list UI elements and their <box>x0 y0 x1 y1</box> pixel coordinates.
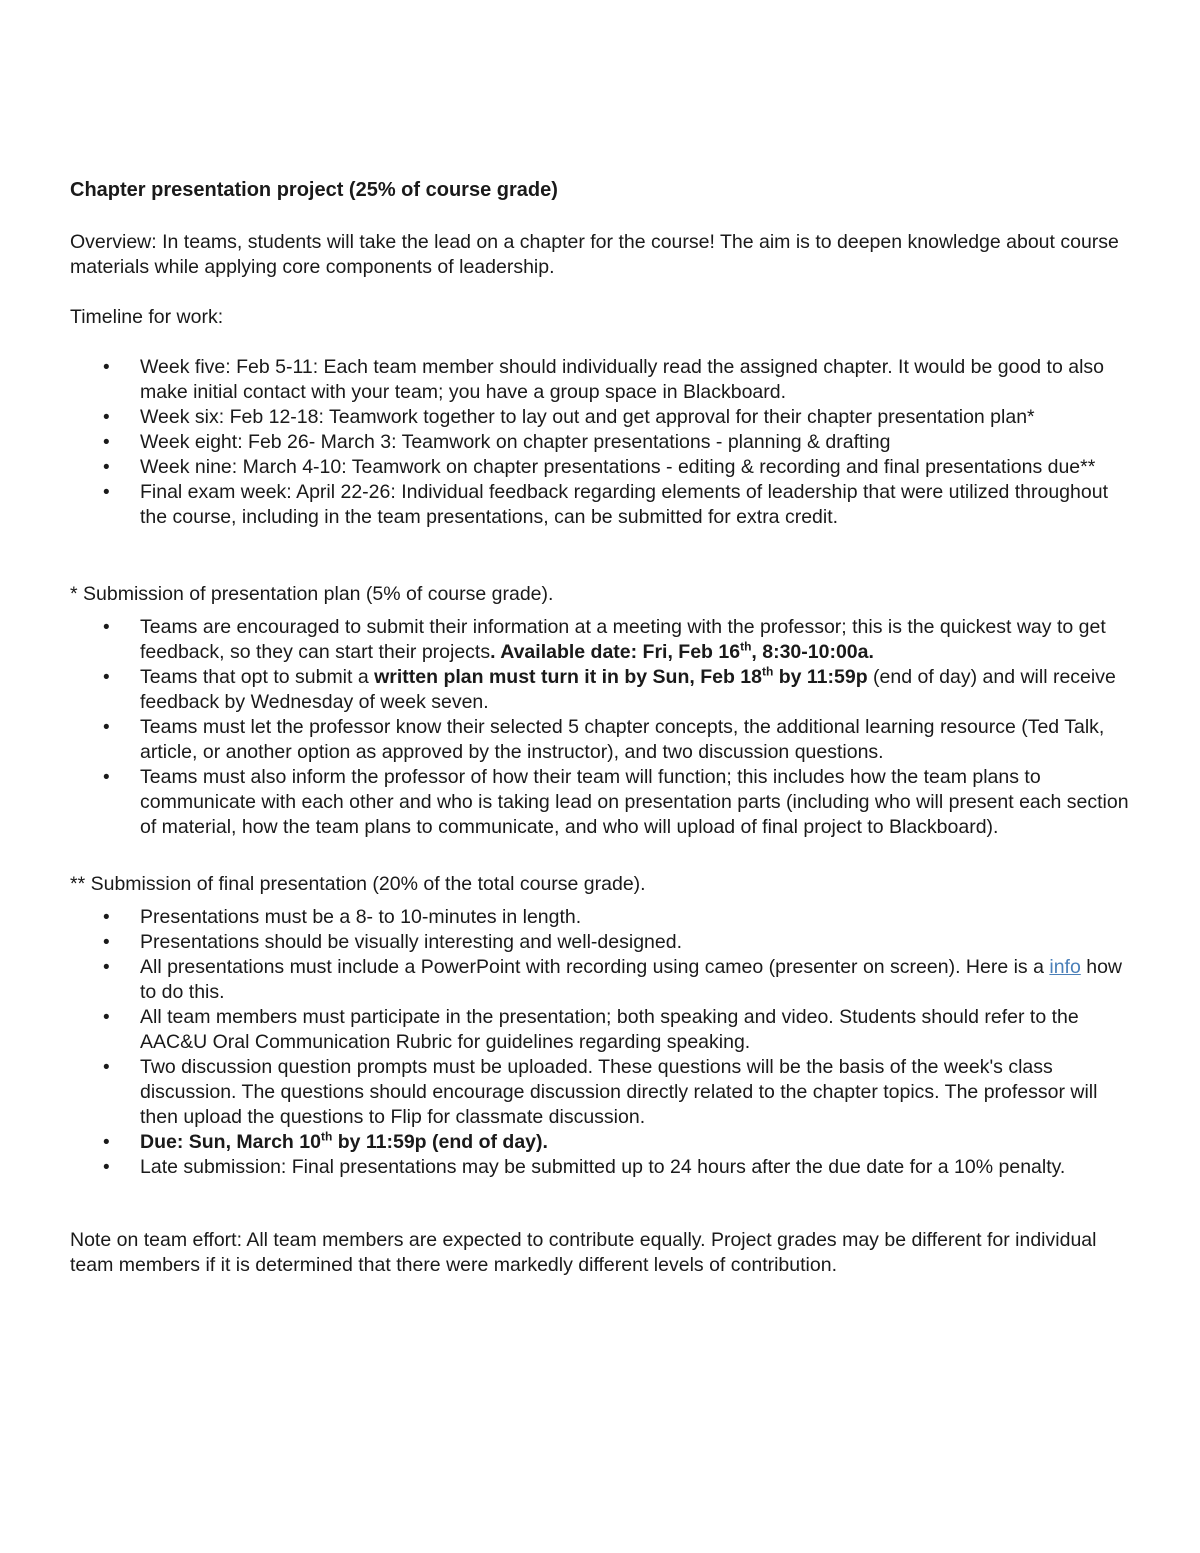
final-item-discussion: • Two discussion question prompts must be uploaded. These questions will be the basis of the week's class discussion. The questions should encourage discussion directly related to the chapter topics. The professor will then upload the questions to Flip for classmate discussion. <box>70 1055 1135 1130</box>
plan-item-written <box>70 665 1135 715</box>
overview-paragraph: Overview: In teams, students will take the lead on a chapter for the course! The aim is to deepen knowledge about course materials while applying core components of leadership. <box>70 231 1119 278</box>
plan-heading: * Submission of presentation plan (5% of course grade). <box>70 583 554 605</box>
plan-item-text: (end of day) and will receive feedback by Wednesday of week seven. <box>140 666 1116 713</box>
final-item-participation: • All team members must participate in the presentation; both speaking and video. Students should refer to the AAC&U Oral Communication Rubric for guidelines regarding speaking. <box>70 1005 1135 1055</box>
plan-item-function: • Teams must also inform the professor of how their team will function; this includes how the team plans to communicate with each other and who is taking lead on presentation parts (including who will present each section of material, how the team plans to communicate, and who will upload of final project to Blackboard). <box>70 765 1135 840</box>
final-item-late: • Late submission: Final presentations may be submitted up to 24 hours after the due date for a 10% penalty. <box>70 1155 1135 1180</box>
timeline-item: • Week eight: Feb 26- March 3: Teamwork on chapter presentations - planning & drafting <box>70 430 1135 455</box>
available-date: . Available date: Fri, Feb 16 <box>490 641 741 663</box>
page-title: Chapter presentation project (25% of course grade) <box>70 179 558 201</box>
final-item-design: • Presentations should be visually interesting and well-designed. <box>70 930 1135 955</box>
timeline-item: • Week nine: March 4-10: Teamwork on chapter presentations - editing & recording and final presentations due** <box>70 455 1135 480</box>
available-time: , 8:30-10:00a. <box>751 641 874 663</box>
ordinal-suffix: th <box>320 1129 333 1144</box>
timeline-item: • Final exam week: April 22-26: Individual feedback regarding elements of leadership that were utilized throughout the course, including in the team presentations, can be submitted for extra credit. <box>70 480 1135 530</box>
timeline-item: • Week six: Feb 12-18: Teamwork together to lay out and get approval for their chapter presentation plan* <box>70 405 1135 430</box>
plan-item-concepts: • Teams must let the professor know their selected 5 chapter concepts, the additional learning resource (Ted Talk, article, or another option as approved by the instructor), and two discussion questions. <box>70 715 1135 765</box>
team-effort-note: Note on team effort: All team members are expected to contribute equally. Project grades may be different for individual team members if it is determined that there were markedly different levels of contribution. <box>70 1229 1097 1276</box>
written-deadline: written plan must turn it in by Sun, Feb 18 <box>374 666 762 688</box>
final-heading: ** Submission of final presentation (20% of the total course grade). <box>70 873 646 895</box>
plan-item-text: Teams are encouraged to submit their information at a meeting with the professor; this is the quickest way to get feedback, so they can start their projects <box>140 616 1106 663</box>
ordinal-suffix: th <box>740 639 752 654</box>
final-item-text: All presentations must include a PowerPoint with recording using cameo (presenter on screen). Here is a <box>140 956 1050 978</box>
final-item-due <box>70 1130 1135 1155</box>
due-date: Due: Sun, March 10 <box>140 1131 321 1153</box>
plan-item-meeting <box>70 615 1135 665</box>
plan-item-text: Teams that opt to submit a <box>140 666 375 688</box>
final-item-powerpoint <box>70 955 1135 1005</box>
plan-list <box>70 615 1135 840</box>
written-deadline-time: by 11:59p <box>773 666 868 688</box>
ordinal-suffix: th <box>761 664 774 679</box>
due-time: by 11:59p (end of day). <box>332 1131 548 1153</box>
info-link[interactable]: info <box>1049 956 1081 978</box>
final-item-length: • Presentations must be a 8- to 10-minutes in length. <box>70 905 1135 930</box>
timeline-label: Timeline for work: <box>70 306 224 328</box>
final-item-text: how to do this. <box>140 956 1123 1003</box>
timeline-list <box>70 355 1135 530</box>
final-list <box>70 905 1135 1180</box>
timeline-item: • Week five: Feb 5-11: Each team member should individually read the assigned chapter. It would be good to also make initial contact with your team; you have a group space in Blackboard. <box>70 355 1135 405</box>
document-page <box>70 178 1135 1278</box>
